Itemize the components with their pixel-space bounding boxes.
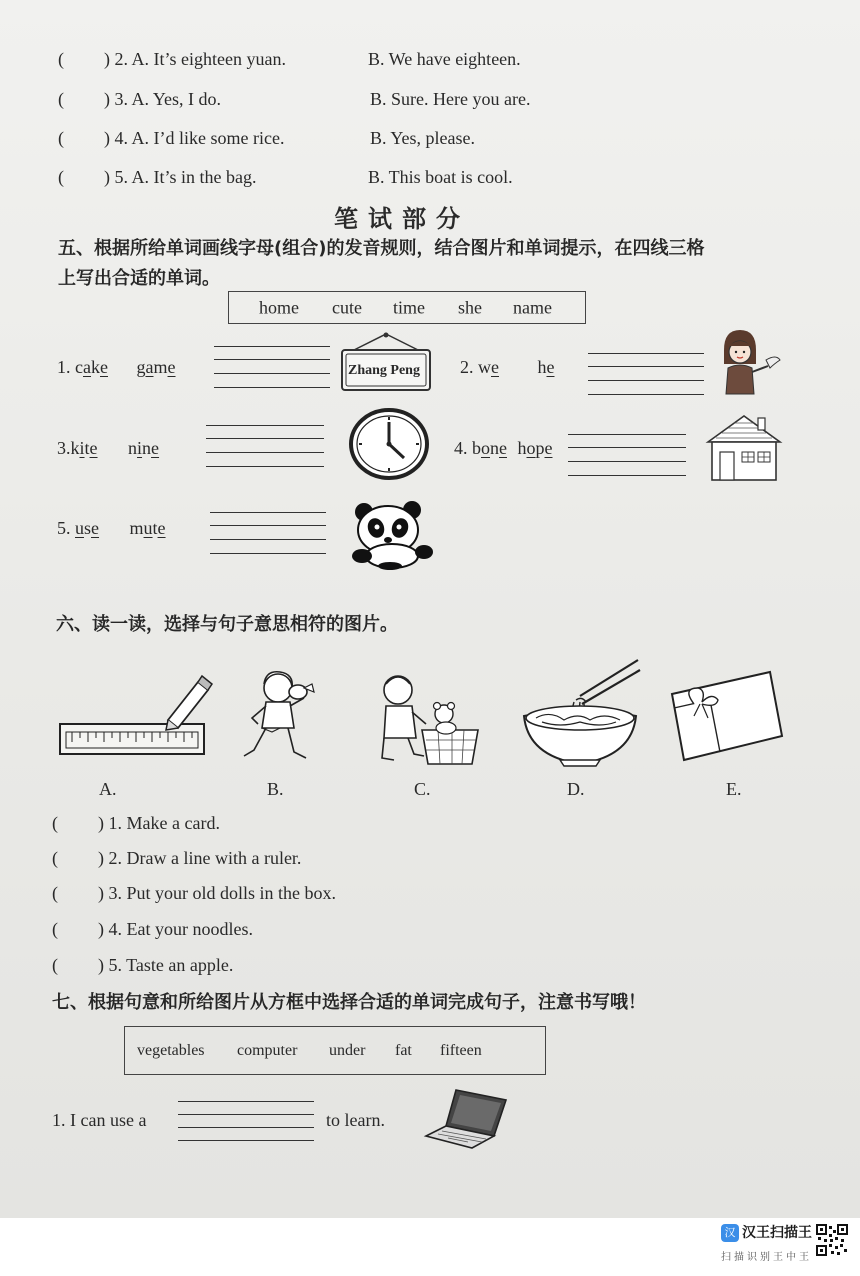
question-option-b: B. Yes, please. [370, 128, 476, 148]
answer-paren: ( [52, 848, 58, 868]
answer-paren: ( [58, 49, 64, 69]
question-text: ) 3. Put your old dolls in the box. [98, 883, 336, 903]
answer-paren: ( [52, 883, 58, 903]
phonics-item-3 [57, 438, 159, 459]
hint-word-hope: hope [517, 438, 553, 458]
scanner-brand: 汉王扫描王 [742, 1225, 812, 1241]
scanner-slogan: 扫描识别王中王 [721, 1252, 812, 1263]
word-box-item: fat [395, 1041, 412, 1059]
four-line-writing-field[interactable] [178, 1101, 314, 1141]
word-box-item: cute [332, 297, 362, 317]
four-line-writing-field[interactable] [210, 512, 326, 554]
hint-word-bone: bone [472, 438, 507, 458]
section5-word-box [228, 291, 586, 324]
item-number: 1. [57, 357, 71, 377]
answer-paren: ( [58, 128, 64, 148]
hint-word-kite: kite [70, 438, 98, 458]
phonics-item-1 [57, 357, 176, 378]
scanner-watermark-footer [0, 1218, 860, 1276]
section7-word-box [124, 1026, 546, 1075]
question-option-a: ) 4. A. I’d like some rice. [104, 128, 285, 148]
word-box-item: under [329, 1041, 366, 1059]
hint-word-game: game [136, 357, 176, 377]
answer-paren: ( [58, 89, 64, 109]
picture-label-b: B. [267, 779, 284, 799]
word-box-item: vegetables [137, 1041, 205, 1059]
item-number: 3. [57, 438, 71, 458]
word-box-item: home [259, 297, 299, 317]
question-text: ) 2. Draw a line with a ruler. [98, 848, 302, 868]
four-line-writing-field[interactable] [206, 425, 324, 467]
picture-label-e: E. [726, 779, 742, 799]
section7-instruction: 七、根据句意和所给图片从方框中选择合适的单词完成句子，注意书写哦！ [52, 992, 646, 1013]
section5-instruction-line1: 五、根据所给单词画线字母(组合)的发音规则，结合图片和单词提示，在四线三格 [58, 238, 705, 259]
answer-paren: ( [58, 167, 64, 187]
hint-word-use: use [75, 518, 100, 538]
word-box-item: time [393, 297, 425, 317]
scanner-logo-icon: 汉 [721, 1224, 739, 1242]
written-part-title: 笔试部分 [334, 205, 470, 233]
name-sign-text: Zhang Peng [348, 363, 420, 378]
section5-instruction-line2: 上写出合适的单词。 [58, 268, 220, 289]
qr-code-icon [816, 1224, 848, 1256]
item-number: 2. [460, 357, 474, 377]
picture-label-a: A. [99, 779, 117, 799]
phonics-item-5 [57, 518, 166, 539]
answer-paren: ( [52, 813, 58, 833]
answer-paren: ( [52, 955, 58, 975]
word-box-item: name [513, 297, 552, 317]
word-box-item: fifteen [440, 1041, 482, 1059]
hint-word-he: he [537, 357, 555, 377]
item-number: 5. [57, 518, 71, 538]
picture-label-d: D. [567, 779, 585, 799]
word-box-item: computer [237, 1041, 298, 1059]
question-option-a: ) 5. A. It’s in the bag. [104, 167, 257, 187]
hint-word-cake: cake [75, 357, 108, 377]
question-option-b: B. We have eighteen. [368, 49, 521, 69]
hint-word-mute: mute [129, 518, 166, 538]
hint-word-we: we [478, 357, 499, 377]
phonics-item-2 [460, 357, 555, 378]
section7-item1-end: to learn. [326, 1110, 385, 1130]
four-line-writing-field[interactable] [568, 434, 686, 476]
section6-instruction: 六、读一读，选择与句子意思相符的图片。 [56, 614, 398, 635]
four-line-writing-field[interactable] [588, 353, 704, 395]
question-text: ) 4. Eat your noodles. [98, 919, 253, 939]
picture-label-c: C. [414, 779, 431, 799]
question-option-a: ) 2. A. It’s eighteen yuan. [104, 49, 286, 69]
hint-word-nine: nine [128, 438, 160, 458]
answer-paren: ( [52, 919, 58, 939]
question-text: ) 5. Taste an apple. [98, 955, 234, 975]
question-option-b: B. This boat is cool. [368, 167, 513, 187]
word-box-item: she [458, 297, 482, 317]
question-option-a: ) 3. A. Yes, I do. [104, 89, 222, 109]
section7-item1-start: 1. I can use a [52, 1110, 147, 1130]
question-text: ) 1. Make a card. [98, 813, 220, 833]
phonics-item-4 [454, 438, 553, 459]
item-number: 4. [454, 438, 468, 458]
question-option-b: B. Sure. Here you are. [370, 89, 531, 109]
four-line-writing-field[interactable] [214, 346, 330, 388]
